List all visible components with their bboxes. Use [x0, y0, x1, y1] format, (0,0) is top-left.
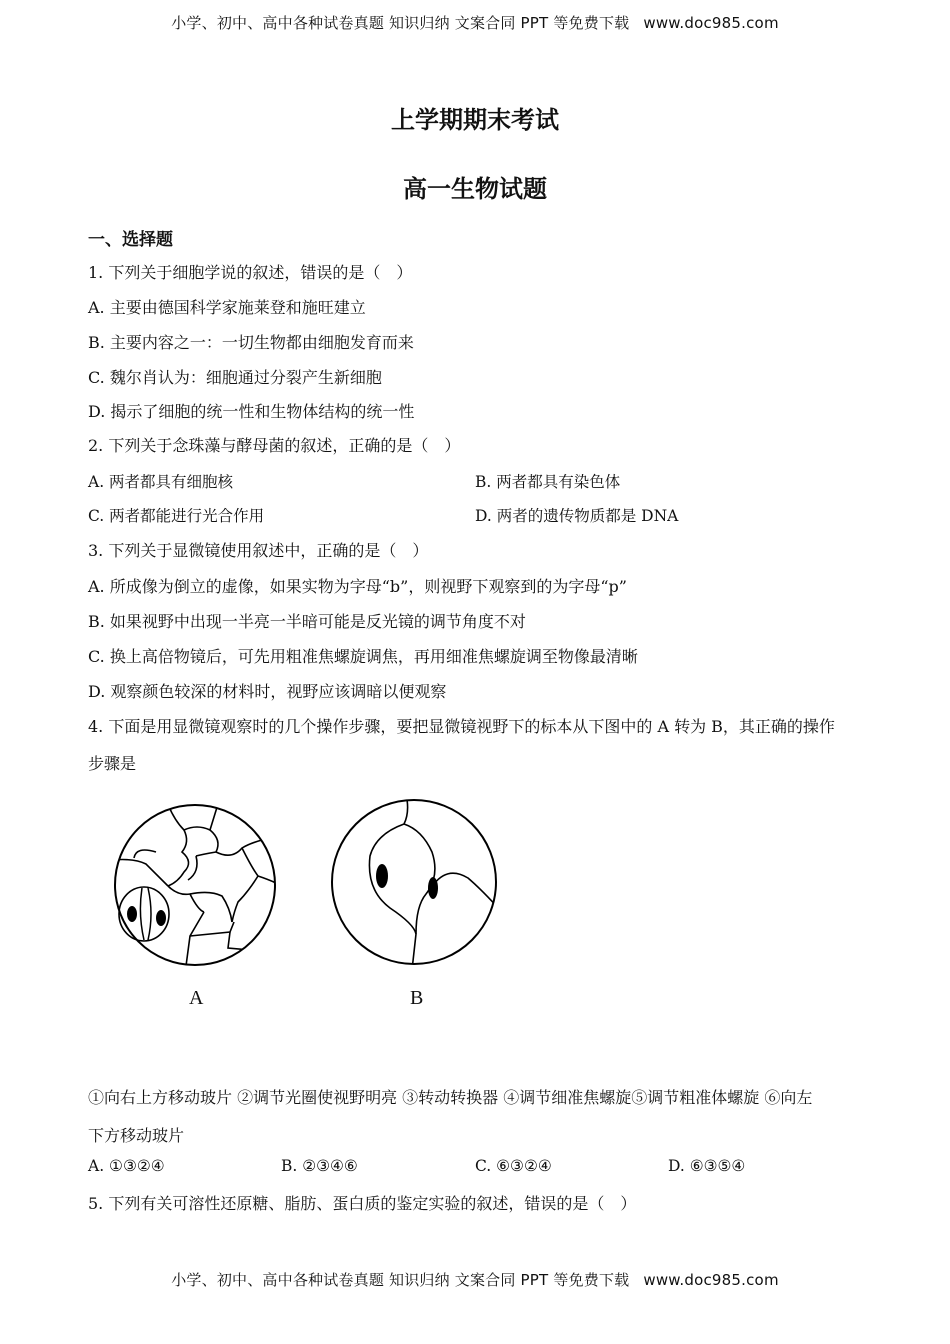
q4-stem-line2: 步骤是: [88, 754, 137, 773]
q3-stem: 3. 下列关于显微镜使用叙述中，正确的是（ ）: [88, 541, 429, 560]
section-heading: 一、选择题: [88, 230, 173, 250]
header-url[interactable]: www.doc985.com: [643, 14, 779, 32]
q2-option-a: A. 两者都具有细胞核: [88, 473, 234, 491]
figure-a-nucleus-left: [127, 906, 137, 922]
q4-steps-line2: 下方移动玻片: [88, 1126, 185, 1145]
q4-option-d: D. ⑥③⑤④: [668, 1157, 746, 1175]
q4-stem-line1: 4. 下面是用显微镜观察时的几个操作步骤，要把显微镜视野下的标本从下图中的 A 转为 B，其正确的操作: [88, 717, 835, 736]
page-subtitle: 高一生物试题: [403, 174, 547, 203]
q2-option-c: C. 两者都能进行光合作用: [88, 507, 265, 525]
q1-option-c: C. 魏尔肖认为：细胞通过分裂产生新细胞: [88, 368, 382, 387]
q1-option-a: A. 主要由德国科学家施莱登和施旺建立: [88, 298, 366, 317]
figure-b-label: B: [410, 987, 424, 1009]
figure-a-label: A: [189, 987, 204, 1009]
q4-option-b: B. ②③④⑥: [281, 1157, 358, 1175]
q3-option-c: C. 换上高倍物镜后，可先用粗准焦螺旋调焦，再用细准焦螺旋调至物像最清晰: [88, 647, 638, 666]
figure-b-nucleus-right: [428, 877, 438, 899]
header-text: 小学、初中、高中各种试卷真题 知识归纳 文案合同 PPT 等免费下载: [171, 14, 630, 32]
q2-stem: 2. 下列关于念珠藻与酵母菌的叙述，正确的是（ ）: [88, 436, 461, 455]
q4-option-c: C. ⑥③②④: [475, 1157, 552, 1175]
page-footer: [0, 1269, 950, 1290]
q4-steps-line1: ①向右上方移动玻片 ②调节光圈使视野明亮 ③转动转换器 ④调节细准焦螺旋⑤调节粗准体螺旋 ⑥向左: [88, 1088, 813, 1107]
q1-stem: 1. 下列关于细胞学说的叙述，错误的是（ ）: [88, 263, 413, 282]
q4-option-a: A. ①③②④: [88, 1157, 165, 1175]
figure-a-nucleus-right: [156, 910, 166, 926]
page-header: [0, 12, 950, 33]
figure-b-microscope-field: [328, 794, 500, 970]
figure-a-microscope-field: [112, 800, 278, 972]
q3-option-d: D. 观察颜色较深的材料时，视野应该调暗以便观察: [88, 682, 447, 701]
page-title: 上学期期末考试: [391, 105, 559, 134]
footer-url[interactable]: www.doc985.com: [643, 1271, 779, 1289]
q5-stem: 5. 下列有关可溶性还原糖、脂肪、蛋白质的鉴定实验的叙述，错误的是（ ）: [88, 1194, 637, 1213]
q1-option-d: D. 揭示了细胞的统一性和生物体结构的统一性: [88, 402, 415, 421]
figure-b-nucleus-left: [376, 864, 388, 888]
q2-option-b: B. 两者都具有染色体: [475, 473, 621, 491]
q3-option-b: B. 如果视野中出现一半亮一半暗可能是反光镜的调节角度不对: [88, 612, 526, 631]
footer-text: 小学、初中、高中各种试卷真题 知识归纳 文案合同 PPT 等免费下载: [171, 1271, 630, 1289]
q2-option-d: D. 两者的遗传物质都是 DNA: [475, 507, 679, 525]
q1-option-b: B. 主要内容之一：一切生物都由细胞发育而来: [88, 333, 414, 352]
q3-option-a: A. 所成像为倒立的虚像，如果实物为字母“b”，则视野下观察到的为字母“p”: [88, 577, 627, 596]
